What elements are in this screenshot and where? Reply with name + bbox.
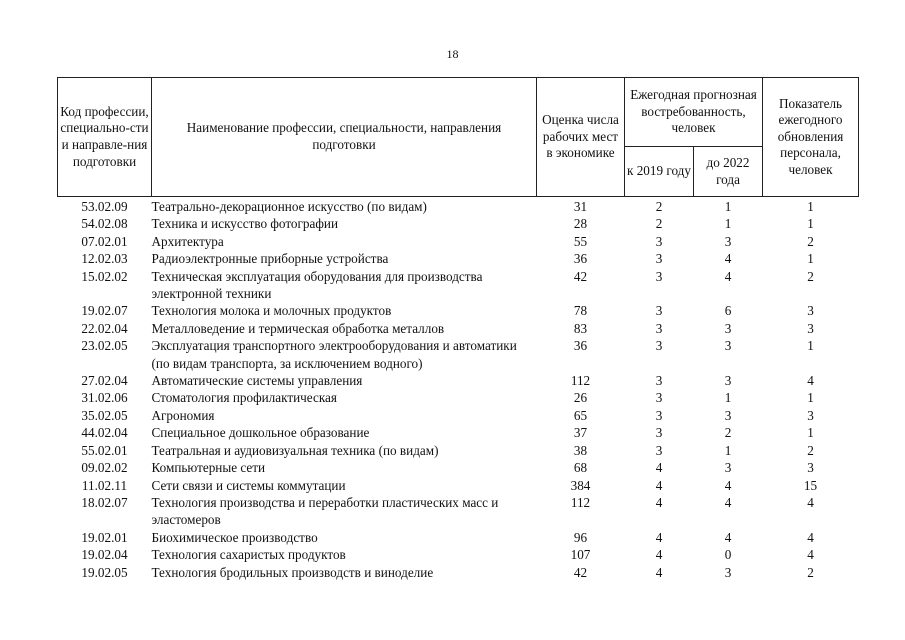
cell-renewal: 2: [807, 268, 814, 284]
cell-y2022: 2: [724, 425, 732, 441]
table-row: [58, 233, 859, 250]
cell-y2022: 3: [724, 407, 732, 423]
cell-code: 53.02.09: [81, 199, 128, 214]
cell-code: 55.02.01: [81, 442, 128, 458]
cell-jobs: 38: [573, 442, 588, 458]
cell-y2019: 2: [655, 216, 663, 232]
cell-name: Технология бродильных производств и виноделие: [151, 564, 434, 580]
cell-renewal: 2: [807, 233, 814, 249]
cell-jobs: 55: [573, 233, 588, 249]
header-name: Наименование профессии, специальности, направления подготовки: [152, 78, 537, 197]
cell-y2019: 3: [655, 320, 663, 336]
cell-y2022: 3: [724, 233, 732, 249]
cell-jobs: 42: [573, 564, 588, 580]
cell-name: Театральная и аудиовизуальная техника (по видам): [151, 442, 439, 458]
cell-name: Агрономия: [151, 407, 215, 423]
cell-y2022: 4: [724, 251, 732, 267]
cell-jobs: 384: [570, 477, 591, 493]
table-row: [58, 337, 859, 372]
cell-code: 12.02.03: [81, 251, 128, 267]
cell-renewal: 4: [807, 373, 814, 389]
cell-name: Биохимическое производство: [151, 529, 318, 545]
table-row: [58, 320, 859, 337]
cell-y2019: 4: [655, 494, 663, 510]
cell-y2019: 3: [655, 373, 663, 389]
table-row: [58, 389, 859, 406]
cell-y2022: 3: [724, 320, 732, 336]
cell-renewal: 4: [807, 494, 814, 510]
cell-y2019: 3: [655, 407, 663, 423]
cell-code: 22.02.04: [81, 320, 128, 336]
cell-jobs: 78: [573, 303, 588, 319]
cell-y2022: 4: [724, 477, 732, 493]
cell-name: Автоматические системы управления: [151, 373, 363, 389]
cell-name: Технология сахаристых продуктов: [151, 547, 346, 563]
cell-jobs: 112: [570, 494, 591, 510]
cell-renewal: 3: [807, 320, 814, 336]
cell-name: Техническая эксплуатация оборудования для производства электронной техники: [151, 268, 483, 302]
cell-code: 15.02.02: [81, 268, 128, 284]
cell-code: 19.02.07: [81, 303, 128, 319]
table-row: [58, 546, 859, 563]
cell-jobs: 36: [573, 251, 588, 267]
cell-y2019: 3: [655, 338, 663, 354]
cell-name: Технология молока и молочных продуктов: [151, 303, 392, 319]
table-row: [58, 372, 859, 389]
cell-jobs: 31: [573, 199, 588, 214]
cell-name: Специальное дошкольное образование: [151, 425, 370, 441]
cell-code: 11.02.11: [81, 477, 128, 493]
professions-table: [57, 77, 859, 581]
cell-jobs: 42: [573, 268, 588, 284]
cell-renewal: 2: [807, 564, 814, 580]
cell-name: Технология производства и переработки пластических масс и эластомеров: [151, 494, 499, 528]
cell-name: Компьютерные сети: [151, 460, 266, 476]
header-y2022: до 2022 года: [694, 147, 763, 197]
cell-y2019: 2: [655, 199, 663, 214]
cell-renewal: 4: [807, 547, 814, 563]
cell-name: Архитектура: [151, 233, 224, 249]
cell-y2022: 1: [724, 390, 732, 406]
cell-code: 23.02.05: [81, 338, 128, 354]
table-row: [58, 529, 859, 546]
table-row: [58, 215, 859, 232]
cell-code: 31.02.06: [81, 390, 128, 406]
cell-renewal: 1: [807, 199, 814, 214]
cell-renewal: 1: [807, 390, 814, 406]
table-row: [58, 302, 859, 319]
cell-name: Театрально-декорационное искусство (по видам): [151, 199, 427, 214]
cell-y2022: 1: [724, 216, 732, 232]
cell-y2019: 4: [655, 547, 663, 563]
cell-y2022: 4: [724, 494, 732, 510]
cell-jobs: 26: [573, 390, 588, 406]
table-row: [58, 494, 859, 529]
cell-name: Сети связи и системы коммутации: [151, 477, 346, 493]
table-row: [58, 564, 859, 581]
table-body: [58, 197, 859, 581]
cell-code: 35.02.05: [81, 407, 128, 423]
header-renewal: Показатель ежегодного обновления персонала, человек: [763, 78, 859, 197]
table-row: [58, 407, 859, 424]
cell-y2019: 3: [655, 233, 663, 249]
cell-y2022: 3: [724, 373, 732, 389]
cell-jobs: 37: [573, 425, 588, 441]
cell-y2022: 3: [724, 460, 732, 476]
table-header: [58, 78, 859, 197]
cell-y2019: 4: [655, 529, 663, 545]
cell-y2019: 3: [655, 390, 663, 406]
cell-renewal: 3: [807, 407, 814, 423]
cell-code: 44.02.04: [81, 425, 128, 441]
cell-jobs: 28: [573, 216, 588, 232]
cell-y2022: 4: [724, 268, 732, 284]
cell-y2019: 4: [655, 460, 663, 476]
cell-y2022: 6: [724, 303, 732, 319]
cell-renewal: 3: [807, 460, 814, 476]
cell-code: 27.02.04: [81, 373, 128, 389]
cell-jobs: 36: [573, 338, 588, 354]
table-row: [58, 250, 859, 267]
cell-code: 09.02.02: [81, 460, 128, 476]
cell-jobs: 107: [570, 547, 591, 563]
header-code: Код профессии, специально-сти и направле-ния подготовки: [58, 78, 152, 197]
cell-name: Стоматология профилактическая: [151, 390, 337, 406]
cell-y2019: 3: [655, 303, 663, 319]
cell-renewal: 15: [803, 477, 818, 493]
cell-renewal: 1: [807, 251, 814, 267]
cell-code: 07.02.01: [81, 233, 128, 249]
cell-y2019: 4: [655, 564, 663, 580]
cell-code: 18.02.07: [81, 494, 128, 510]
header-y2019: к 2019 году: [625, 147, 694, 197]
table-row: [58, 268, 859, 303]
cell-y2019: 3: [655, 442, 663, 458]
cell-renewal: 1: [807, 216, 814, 232]
cell-name: Техника и искусство фотографии: [151, 216, 339, 232]
cell-y2022: 0: [724, 547, 732, 563]
cell-code: 19.02.01: [81, 529, 128, 545]
cell-name: Металловедение и термическая обработка металлов: [151, 320, 445, 336]
table-row: [58, 442, 859, 459]
cell-y2019: 3: [655, 251, 663, 267]
cell-y2019: 3: [655, 425, 663, 441]
cell-renewal: 1: [807, 338, 814, 354]
cell-renewal: 1: [807, 425, 814, 441]
cell-code: 19.02.05: [81, 564, 128, 580]
cell-renewal: 2: [807, 442, 814, 458]
cell-renewal: 4: [807, 529, 814, 545]
cell-name: Эксплуатация транспортного электрооборудования и автоматики (по видам транспорта, за исключением водного): [151, 338, 517, 371]
table-row: [58, 459, 859, 476]
cell-y2022: 3: [724, 564, 732, 580]
cell-jobs: 65: [573, 407, 588, 423]
cell-jobs: 83: [573, 320, 588, 336]
cell-y2022: 1: [724, 442, 732, 458]
cell-y2019: 3: [655, 268, 663, 284]
cell-y2022: 3: [724, 338, 732, 354]
cell-renewal: 3: [807, 303, 814, 319]
cell-code: 19.02.04: [81, 547, 128, 563]
header-jobs: Оценка числа рабочих мест в экономике: [537, 78, 625, 197]
cell-jobs: 68: [573, 460, 588, 476]
cell-name: Радиоэлектронные приборные устройства: [151, 251, 389, 267]
table-row: [58, 477, 859, 494]
table-row: [58, 424, 859, 441]
table-row: [58, 197, 859, 216]
cell-jobs: 96: [573, 529, 588, 545]
cell-jobs: 112: [570, 373, 591, 389]
cell-y2019: 4: [655, 477, 663, 493]
cell-y2022: 1: [724, 199, 732, 214]
page-number: 18: [446, 47, 459, 61]
cell-code: 54.02.08: [81, 216, 128, 232]
header-demand-group: Ежегодная прогнозная востребованность, человек: [625, 78, 763, 147]
cell-y2022: 4: [724, 529, 732, 545]
